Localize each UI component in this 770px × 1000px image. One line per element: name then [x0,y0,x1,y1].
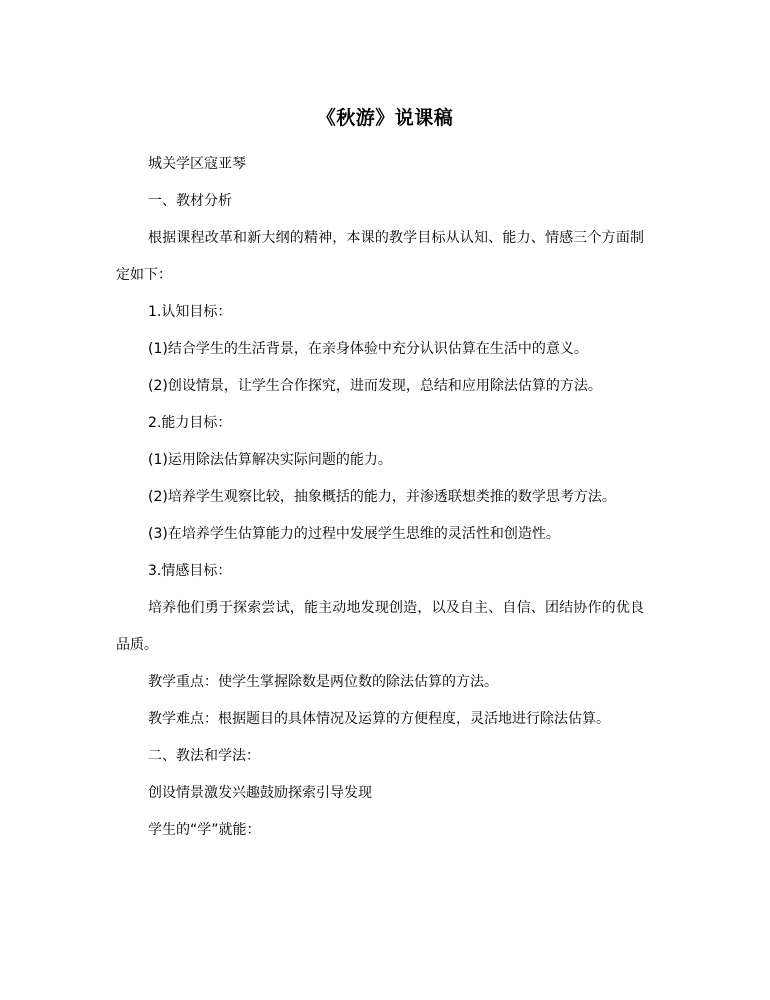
ability-goal-1: (1)运用除法估算解决实际问题的能力。 [148,452,392,468]
section-heading-teaching-material: 一、教材分析 [148,193,232,209]
cognitive-goal-2: (2)创设情景，让学生合作探究，进而发现，总结和应用除法估算的方法。 [148,378,602,394]
section-heading-methods: 二、教法和学法： [148,748,260,764]
paragraph-goals-intro: 根据课程改革和新大纲的精神，本课的教学目标从认知、能力、情感三个方面制定如下： [116,230,644,283]
subheading-ability-goals: 2.能力目标： [148,415,232,431]
methods-summary: 创设情景激发兴趣鼓励探索引导发现 [148,785,372,801]
teaching-focus: 教学重点：使学生掌握除数是两位数的除法估算的方法。 [148,674,498,690]
ability-goal-2: (2)培养学生观察比较，抽象概括的能力，并渗透联想类推的数学思考方法。 [148,489,616,505]
author-line: 城关学区寇亚琴 [148,156,246,172]
subheading-cognitive-goals: 1.认知目标： [148,304,232,320]
teaching-difficulty: 教学难点：根据题目的具体情况及运算的方便程度，灵活地进行除法估算。 [148,711,610,727]
document-title: 《秋游》说课稿 [316,107,454,129]
ability-goal-3: (3)在培养学生估算能力的过程中发展学生思维的灵活性和创造性。 [148,526,560,542]
student-learning-line: 学生的“学”就能： [148,822,261,838]
cognitive-goal-1: (1)结合学生的生活背景，在亲身体验中充分认识估算在生活中的意义。 [148,341,588,357]
document-body [116,146,644,849]
subheading-emotional-goals: 3.情感目标： [148,563,232,579]
emotional-goal-text: 培养他们勇于探索尝试，能主动地发现创造，以及自主、自信、团结协作的优良品质。 [116,600,644,653]
